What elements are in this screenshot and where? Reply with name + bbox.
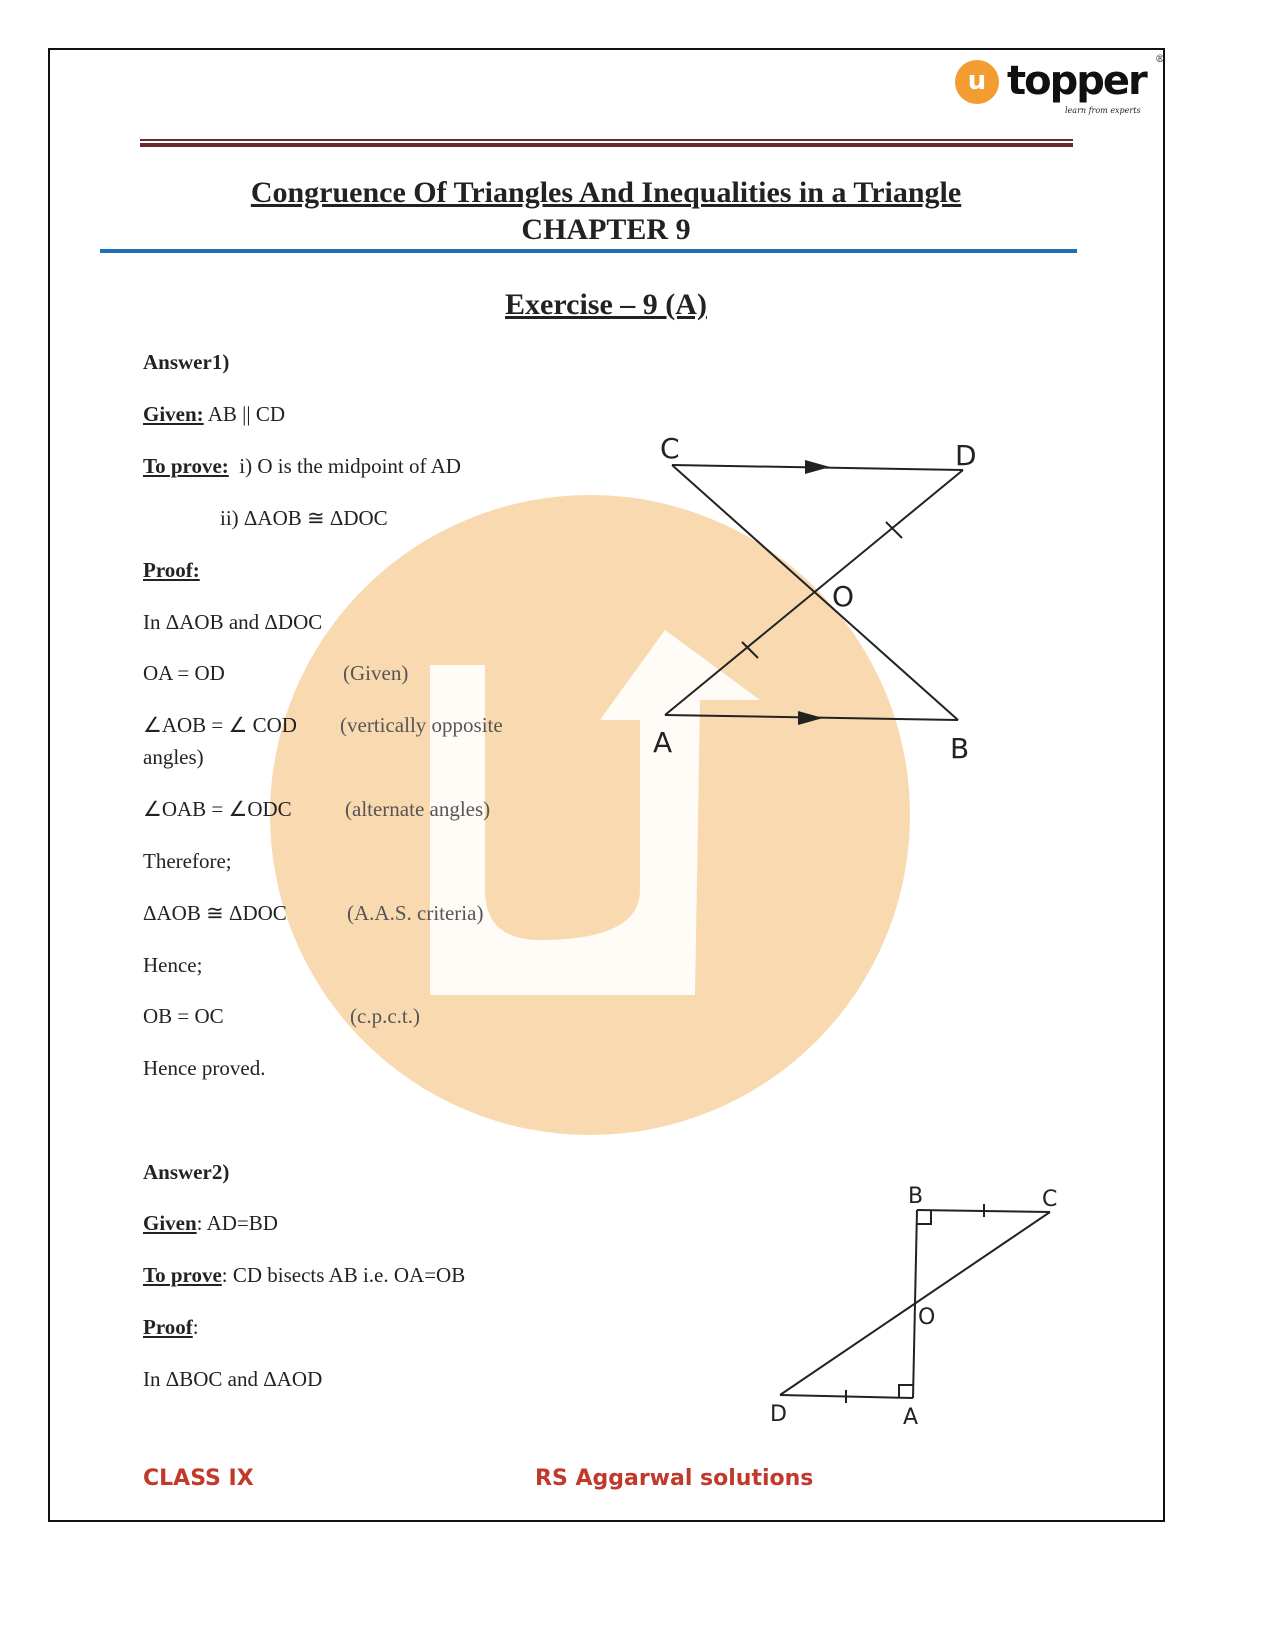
page-title: Congruence Of Triangles And Inequalities in a Triangle: [250, 176, 962, 209]
proof-reason: (A.A.S. criteria): [347, 901, 484, 925]
proof-label: Proof:: [143, 558, 200, 582]
logo-text: topper: [1007, 58, 1146, 104]
proof-line: ∠AOB = ∠ COD: [143, 713, 297, 737]
logo-tagline: learn from experts: [1065, 106, 1141, 115]
to-prove-label: To prove: [143, 1263, 222, 1287]
fig2-label-b: B: [908, 1184, 924, 1209]
fig2-label-d: D: [770, 1402, 787, 1427]
proof-reason: (c.p.c.t.): [350, 1004, 420, 1028]
to-prove-2: ii) ΔAOB ≅ ΔDOC: [220, 506, 388, 530]
footer-book: RS Aggarwal solutions: [535, 1466, 814, 1491]
proof-line: OB = OC: [143, 1004, 224, 1028]
logo-registered: ®: [1155, 54, 1165, 65]
fig2-label-c: C: [1042, 1187, 1058, 1212]
fig1-label-c: C: [660, 432, 680, 465]
given-text: : AD=BD: [196, 1211, 278, 1235]
proof-line: In ΔAOB and ΔDOC: [143, 610, 323, 634]
fig1-label-a: A: [653, 726, 673, 759]
proof-line: ΔAOB ≅ ΔDOC: [143, 901, 287, 925]
given-label: Given: [143, 1211, 197, 1235]
proof-line: ∠OAB = ∠ODC: [143, 797, 292, 821]
answer2-heading: Answer2): [143, 1160, 230, 1184]
to-prove-label: To prove:: [143, 454, 229, 478]
proof-colon: :: [192, 1315, 199, 1339]
fig1-label-b: B: [950, 732, 970, 765]
proof-line: In ΔBOC and ΔAOD: [143, 1367, 323, 1391]
given-text: AB || CD: [203, 402, 286, 426]
proof-line: OA = OD: [143, 661, 225, 685]
given-label: Given:: [143, 402, 204, 426]
fig1-label-d: D: [955, 439, 977, 472]
answer1-heading: Answer1): [143, 350, 230, 374]
proof-label: Proof: [143, 1315, 193, 1339]
to-prove-text: : CD bisects AB i.e. OA=OB: [221, 1263, 466, 1287]
footer-class: CLASS IX: [143, 1466, 254, 1491]
chapter-label: CHAPTER 9: [521, 213, 691, 246]
fig2-label-o: O: [918, 1305, 936, 1330]
to-prove-1: i) O is the midpoint of AD: [228, 454, 461, 478]
proof-reason: (Given): [343, 661, 409, 685]
proof-line: angles): [143, 745, 204, 769]
proof-reason: (vertically opposite: [340, 713, 503, 737]
proof-line: Hence;: [143, 953, 203, 977]
exercise-title: Exercise – 9 (A): [505, 288, 707, 321]
proof-reason: (alternate angles): [345, 797, 491, 821]
logo-u-icon: u: [955, 60, 999, 104]
fig1-label-o: O: [832, 580, 855, 613]
fig2-label-a: A: [903, 1405, 919, 1430]
proof-line: Hence proved.: [143, 1056, 266, 1080]
proof-line: Therefore;: [143, 849, 232, 873]
